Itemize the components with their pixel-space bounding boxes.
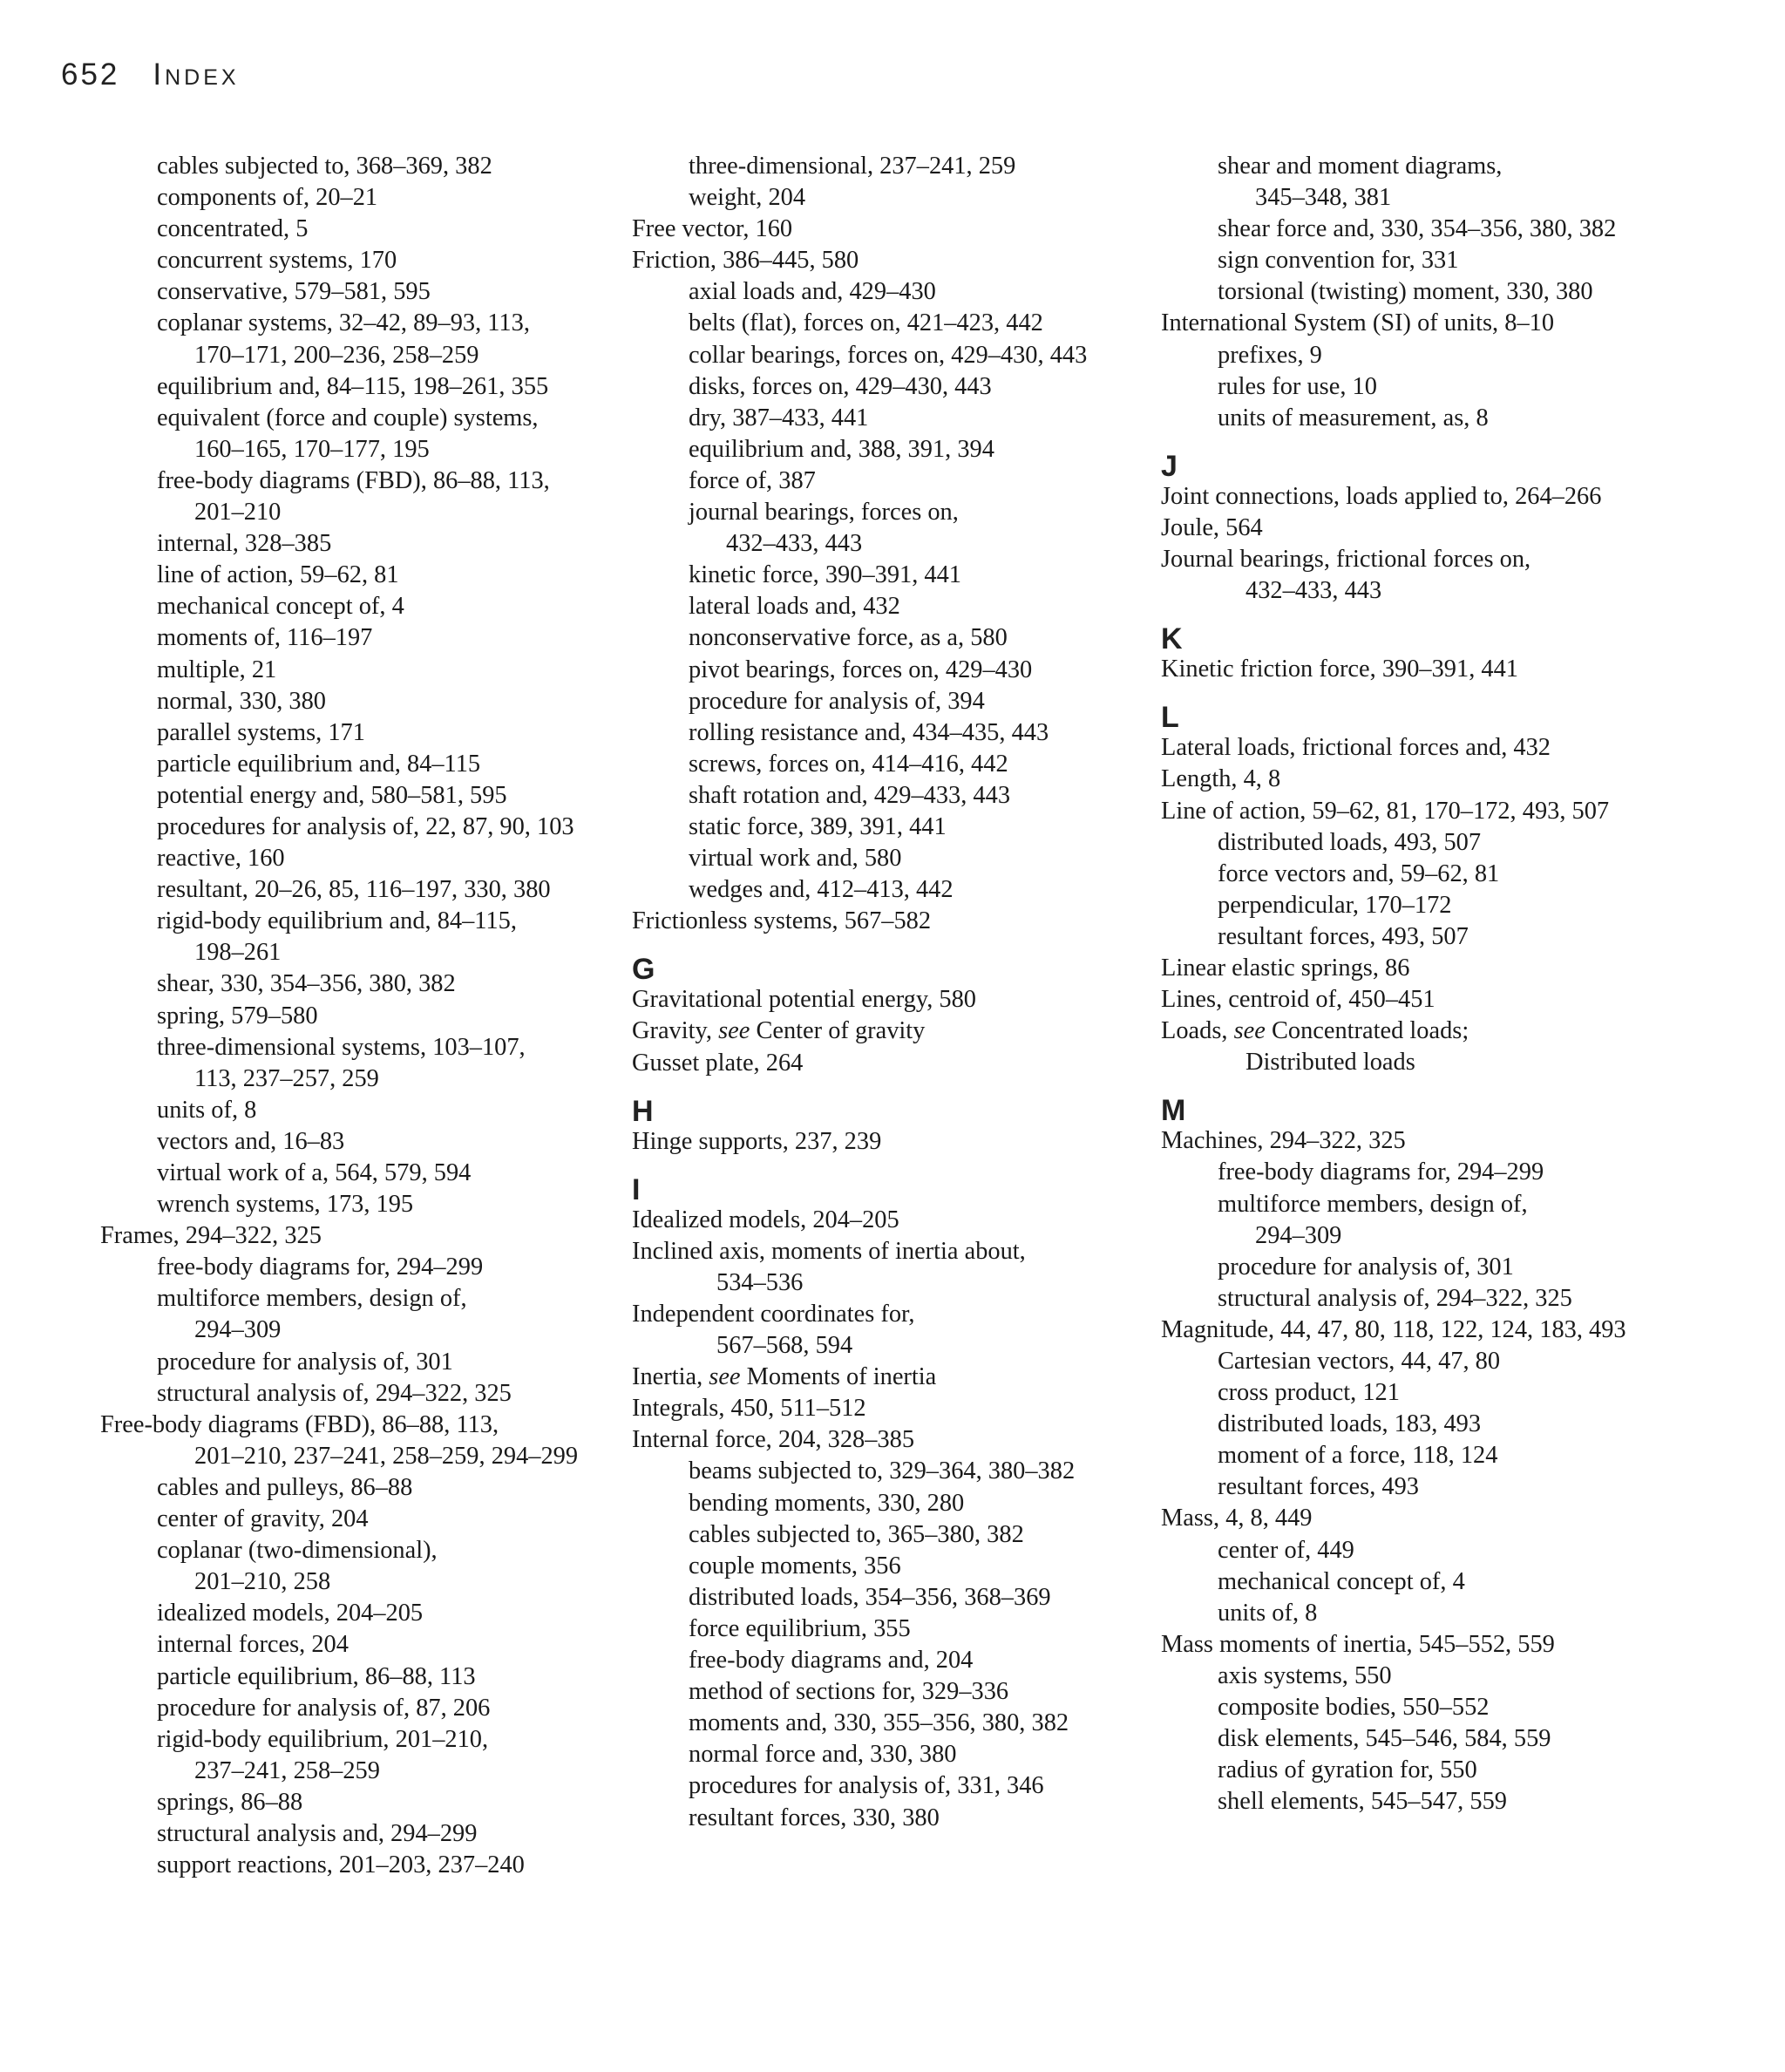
- index-entry: Free-body diagrams (FBD), 86–88, 113,: [100, 1410, 499, 1438]
- index-subentry: resultant, 20–26, 85, 116–197, 330, 380: [157, 876, 551, 904]
- index-subentry: rolling resistance and, 434–435, 443: [689, 718, 1049, 746]
- see-reference: see: [718, 1017, 750, 1045]
- index-subentry: internal forces, 204: [157, 1631, 349, 1659]
- index-entry-continuation: 160–165, 170–177, 195: [194, 435, 430, 463]
- index-subentry: multiforce members, design of,: [1218, 1190, 1528, 1218]
- index-entry: Internal force, 204, 328–385: [632, 1426, 915, 1454]
- index-subentry: structural analysis of, 294–322, 325: [157, 1379, 512, 1407]
- index-subentry: free-body diagrams for, 294–299: [1218, 1158, 1544, 1186]
- index-subentry: screws, forces on, 414–416, 442: [689, 750, 1008, 778]
- index-subentry: composite bodies, 550–552: [1218, 1694, 1490, 1722]
- index-subentry: equilibrium and, 388, 391, 394: [689, 435, 994, 463]
- index-entry-continuation: 198–261: [194, 939, 282, 967]
- index-subentry: resultant forces, 493: [1218, 1473, 1419, 1501]
- index-column-1: [100, 151, 578, 1881]
- index-subentry: center of gravity, 204: [157, 1505, 369, 1533]
- index-entry: Hinge supports, 237, 239: [632, 1127, 882, 1155]
- index-subentry: normal force and, 330, 380: [689, 1741, 957, 1769]
- index-entry-continuation: 170–171, 200–236, 258–259: [194, 341, 479, 369]
- index-subentry: moments of, 116–197: [157, 624, 373, 652]
- index-entry: Frictionless systems, 567–582: [632, 907, 932, 935]
- index-subentry: coplanar (two-dimensional),: [157, 1537, 438, 1565]
- index-subentry: units of measurement, as, 8: [1218, 404, 1489, 431]
- index-subentry: pivot bearings, forces on, 429–430: [689, 656, 1033, 683]
- index-subentry: sign convention for, 331: [1218, 247, 1459, 275]
- index-entry: Kinetic friction force, 390–391, 441: [1161, 656, 1518, 683]
- index-entry-continuation: 237–241, 258–259: [194, 1756, 380, 1784]
- index-subentry: force equilibrium, 355: [689, 1614, 911, 1642]
- index-entry: Frames, 294–322, 325: [100, 1222, 322, 1250]
- index-subentry: radius of gyration for, 550: [1218, 1756, 1477, 1784]
- index-entry: International System (SI) of units, 8–10: [1161, 309, 1555, 337]
- index-subentry: equilibrium and, 84–115, 198–261, 355: [157, 372, 549, 400]
- index-entry: Linear elastic springs, 86: [1161, 954, 1410, 982]
- index-subentry: coplanar systems, 32–42, 89–93, 113,: [157, 309, 530, 337]
- index-entry: Machines, 294–322, 325: [1161, 1127, 1406, 1155]
- index-entry-continuation: 432–433, 443: [1245, 577, 1382, 605]
- index-column-2: [632, 151, 1087, 1834]
- index-entry-continuation: 432–433, 443: [726, 530, 863, 558]
- entry-text: Center of gravity: [750, 1017, 926, 1045]
- index-subentry: free-body diagrams for, 294–299: [157, 1253, 484, 1281]
- entry-text: Gravity,: [632, 1017, 719, 1045]
- section-letter: L: [1161, 701, 1179, 735]
- index-subentry: method of sections for, 329–336: [689, 1678, 1009, 1706]
- index-subentry: particle equilibrium, 86–88, 113: [157, 1662, 476, 1690]
- index-subentry: cross product, 121: [1218, 1379, 1400, 1407]
- index-subentry: rigid-body equilibrium and, 84–115,: [157, 907, 517, 935]
- index-subentry: parallel systems, 171: [157, 718, 365, 746]
- index-subentry: disks, forces on, 429–430, 443: [689, 372, 992, 400]
- index-subentry: resultant forces, 493, 507: [1218, 922, 1469, 950]
- index-subentry: collar bearings, forces on, 429–430, 443: [689, 341, 1088, 369]
- index-entry: Integrals, 450, 511–512: [632, 1395, 866, 1423]
- index-entry: Lateral loads, frictional forces and, 432: [1161, 734, 1551, 762]
- index-subentry: conservative, 579–581, 595: [157, 278, 431, 306]
- page-title: Index: [153, 58, 240, 92]
- see-reference: see: [709, 1363, 741, 1391]
- section-letter: H: [632, 1094, 654, 1128]
- index-subentry: procedure for analysis of, 301: [157, 1348, 453, 1376]
- index-subentry: perpendicular, 170–172: [1218, 891, 1452, 919]
- index-subentry: procedure for analysis of, 394: [689, 687, 985, 715]
- see-reference: see: [1233, 1017, 1266, 1045]
- index-subentry: belts (flat), forces on, 421–423, 442: [689, 309, 1043, 337]
- index-subentry: static force, 389, 391, 441: [689, 812, 947, 840]
- index-subentry: idealized models, 204–205: [157, 1600, 424, 1627]
- index-subentry: bending moments, 330, 280: [689, 1489, 965, 1517]
- index-subentry: nonconservative force, as a, 580: [689, 624, 1008, 652]
- index-subentry: distributed loads, 354–356, 368–369: [689, 1583, 1051, 1611]
- index-subentry: rigid-body equilibrium, 201–210,: [157, 1725, 489, 1753]
- index-subentry: springs, 86–88: [157, 1788, 303, 1816]
- index-subentry: units of, 8: [1218, 1599, 1318, 1627]
- index-subentry: potential energy and, 580–581, 595: [157, 781, 507, 809]
- index-entry-continuation: 294–309: [1255, 1221, 1342, 1249]
- entry-text: Inertia,: [632, 1363, 709, 1391]
- index-subentry: force vectors and, 59–62, 81: [1218, 859, 1500, 887]
- index-entry: Magnitude, 44, 47, 80, 118, 122, 124, 183, 493: [1161, 1315, 1626, 1343]
- section-letter: K: [1161, 622, 1183, 656]
- index-entry: Joint connections, loads applied to, 264–266: [1161, 482, 1602, 510]
- index-entry: Independent coordinates for,: [632, 1301, 915, 1328]
- index-entry: Journal bearings, frictional forces on,: [1161, 546, 1531, 574]
- index-entry-continuation: 534–536: [716, 1268, 804, 1296]
- index-subentry: wrench systems, 173, 195: [157, 1191, 414, 1219]
- index-subentry: structural analysis and, 294–299: [157, 1819, 478, 1847]
- index-subentry: structural analysis of, 294–322, 325: [1218, 1284, 1572, 1312]
- index-entry: [632, 1362, 1087, 1393]
- index-entry-continuation: 345–348, 381: [1255, 184, 1392, 212]
- index-subentry: multiple, 21: [157, 656, 277, 683]
- index-subentry: procedure for analysis of, 301: [1218, 1253, 1514, 1281]
- index-subentry: axis systems, 550: [1218, 1661, 1392, 1689]
- entry-text: Moments of inertia: [740, 1363, 937, 1391]
- index-subentry: mechanical concept of, 4: [1218, 1567, 1465, 1595]
- index-subentry: particle equilibrium and, 84–115: [157, 750, 481, 778]
- index-subentry: concentrated, 5: [157, 215, 309, 243]
- page-number: 652: [61, 58, 120, 92]
- index-entry: [1161, 1016, 1626, 1047]
- index-entry: Gusset plate, 264: [632, 1049, 804, 1077]
- index-subentry: wedges and, 412–413, 442: [689, 876, 954, 904]
- index-entry: Length, 4, 8: [1161, 765, 1281, 793]
- index-subentry: normal, 330, 380: [157, 687, 326, 715]
- index-entry: Gravitational potential energy, 580: [632, 986, 976, 1014]
- index-entry-continuation: Distributed loads: [1245, 1049, 1415, 1077]
- index-entry: [632, 1016, 1087, 1047]
- index-column-3: [1161, 151, 1626, 1817]
- index-subentry: lateral loads and, 432: [689, 593, 900, 621]
- index-subentry: line of action, 59–62, 81: [157, 561, 399, 589]
- index-subentry: multiforce members, design of,: [157, 1285, 467, 1313]
- index-subentry: shell elements, 545–547, 559: [1218, 1788, 1507, 1816]
- index-entry: Mass, 4, 8, 449: [1161, 1505, 1313, 1532]
- index-subentry: cables subjected to, 368–369, 382: [157, 153, 492, 180]
- index-subentry: virtual work and, 580: [689, 845, 902, 873]
- index-subentry: support reactions, 201–203, 237–240: [157, 1851, 525, 1879]
- index-subentry: journal bearings, forces on,: [689, 499, 959, 526]
- index-subentry: weight, 204: [689, 184, 806, 212]
- index-subentry: moments and, 330, 355–356, 380, 382: [689, 1709, 1069, 1737]
- index-subentry: virtual work of a, 564, 579, 594: [157, 1159, 472, 1186]
- index-subentry: shaft rotation and, 429–433, 443: [689, 781, 1011, 809]
- index-entry-continuation: 113, 237–257, 259: [194, 1064, 379, 1092]
- index-subentry: torsional (twisting) moment, 330, 380: [1218, 278, 1593, 306]
- index-subentry: internal, 328–385: [157, 530, 332, 558]
- index-subentry: three-dimensional systems, 103–107,: [157, 1033, 526, 1061]
- index-subentry: prefixes, 9: [1218, 341, 1322, 369]
- index-subentry: procedures for analysis of, 22, 87, 90, 103: [157, 812, 574, 840]
- index-entry: Line of action, 59–62, 81, 170–172, 493, 507: [1161, 797, 1610, 825]
- index-subentry: cables and pulleys, 86–88: [157, 1473, 413, 1501]
- index-subentry: center of, 449: [1218, 1536, 1354, 1564]
- index-subentry: free-body diagrams (FBD), 86–88, 113,: [157, 466, 550, 494]
- running-header: [61, 58, 240, 92]
- index-subentry: distributed loads, 493, 507: [1218, 828, 1482, 856]
- index-subentry: Cartesian vectors, 44, 47, 80: [1218, 1348, 1501, 1375]
- index-entry: Friction, 386–445, 580: [632, 247, 859, 275]
- index-subentry: components of, 20–21: [157, 184, 378, 212]
- index-subentry: shear force and, 330, 354–356, 380, 382: [1218, 215, 1617, 243]
- index-subentry: free-body diagrams and, 204: [689, 1647, 974, 1675]
- index-subentry: force of, 387: [689, 466, 816, 494]
- index-subentry: equivalent (force and couple) systems,: [157, 404, 539, 431]
- index-subentry: kinetic force, 390–391, 441: [689, 561, 962, 589]
- entry-text: Loads,: [1161, 1017, 1234, 1045]
- index-entry: Inclined axis, moments of inertia about,: [632, 1237, 1026, 1265]
- index-subentry: distributed loads, 183, 493: [1218, 1410, 1482, 1438]
- index-subentry: couple moments, 356: [689, 1552, 901, 1579]
- index-subentry: reactive, 160: [157, 845, 285, 873]
- index-entry-continuation: 201–210: [194, 499, 282, 526]
- index-subentry: concurrent systems, 170: [157, 247, 397, 275]
- index-entry-continuation: 201–210, 258: [194, 1568, 331, 1596]
- index-subentry: shear, 330, 354–356, 380, 382: [157, 970, 456, 998]
- index-subentry: procedure for analysis of, 87, 206: [157, 1694, 491, 1722]
- index-subentry: resultant forces, 330, 380: [689, 1804, 940, 1831]
- index-subentry: three-dimensional, 237–241, 259: [689, 153, 1016, 180]
- index-subentry: disk elements, 545–546, 584, 559: [1218, 1725, 1551, 1753]
- index-entry: Free vector, 160: [632, 215, 793, 243]
- section-letter: M: [1161, 1094, 1186, 1128]
- section-letter: I: [632, 1172, 641, 1206]
- index-entry: Lines, centroid of, 450–451: [1161, 986, 1435, 1014]
- index-entry-continuation: 567–568, 594: [716, 1332, 853, 1360]
- index-subentry: cables subjected to, 365–380, 382: [689, 1520, 1024, 1548]
- index-subentry: beams subjected to, 329–364, 380–382: [689, 1457, 1076, 1485]
- index-subentry: procedures for analysis of, 331, 346: [689, 1772, 1044, 1800]
- index-subentry: rules for use, 10: [1218, 372, 1377, 400]
- index-entry-continuation: 201–210, 237–241, 258–259, 294–299: [194, 1442, 579, 1470]
- index-entry: Idealized models, 204–205: [632, 1206, 899, 1233]
- index-subentry: vectors and, 16–83: [157, 1127, 345, 1155]
- section-letter: J: [1161, 449, 1178, 483]
- index-subentry: moment of a force, 118, 124: [1218, 1442, 1498, 1470]
- index-subentry: spring, 579–580: [157, 1002, 318, 1029]
- section-letter: G: [632, 953, 655, 987]
- index-entry: Mass moments of inertia, 545–552, 559: [1161, 1630, 1555, 1658]
- index-subentry: mechanical concept of, 4: [157, 593, 404, 621]
- index-subentry: units of, 8: [157, 1096, 257, 1124]
- index-subentry: dry, 387–433, 441: [689, 404, 869, 431]
- index-entry-continuation: 294–309: [194, 1316, 282, 1344]
- index-entry: Joule, 564: [1161, 513, 1263, 541]
- entry-text: Concentrated loads;: [1265, 1017, 1469, 1045]
- index-subentry: shear and moment diagrams,: [1218, 153, 1503, 180]
- index-subentry: axial loads and, 429–430: [689, 278, 936, 306]
